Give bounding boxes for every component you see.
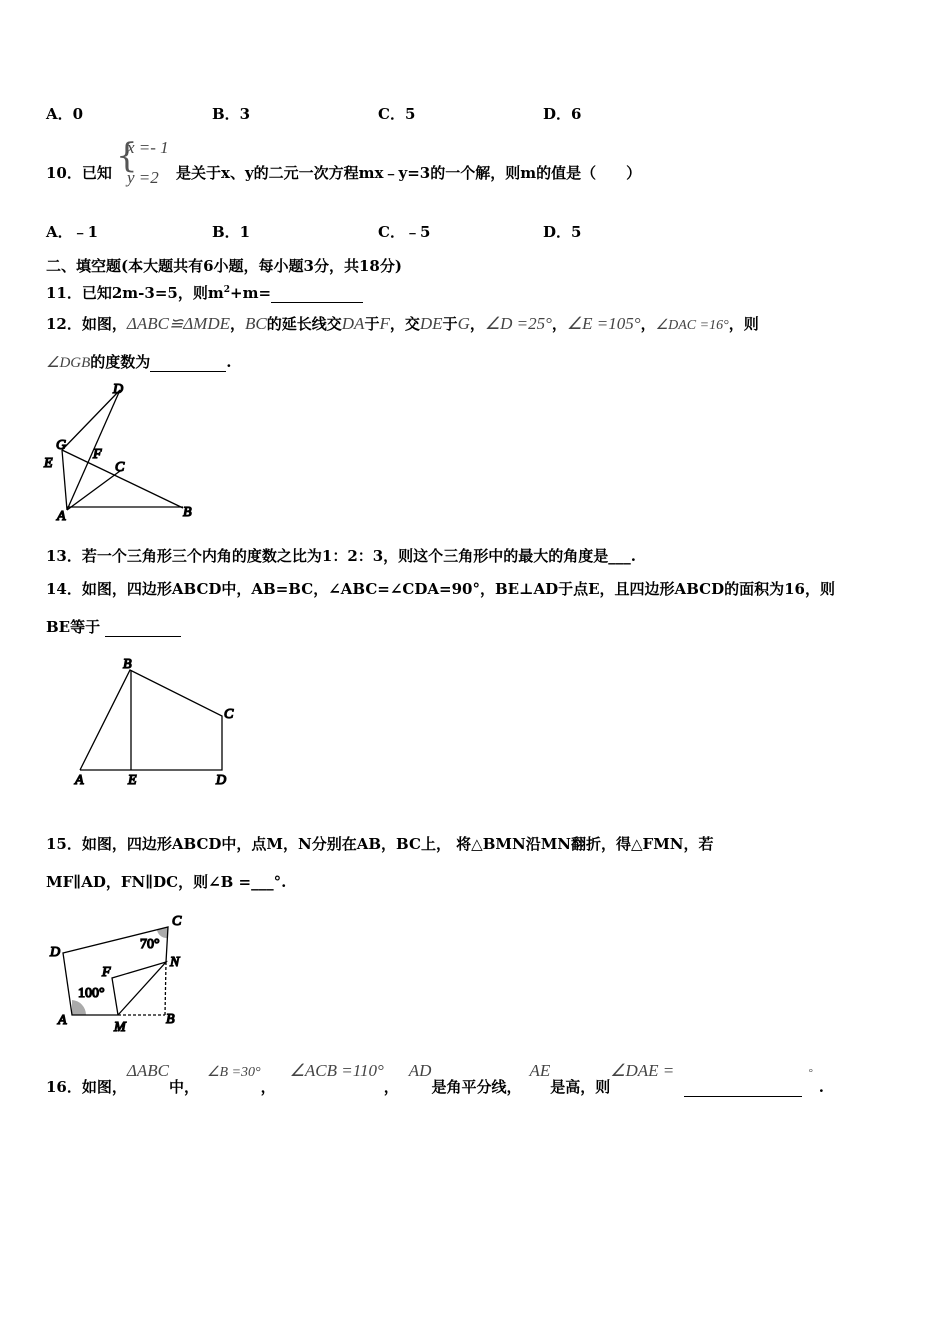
fig15-label-n: N — [170, 955, 180, 970]
q16-math: ΔABC — [126, 1061, 169, 1080]
q10-option-b: B．1 — [212, 223, 251, 241]
q16-degree: ° — [808, 1067, 813, 1079]
q16-text: ， — [383, 1078, 399, 1096]
q14-line2 — [46, 616, 181, 637]
fig12-label-b: B — [183, 505, 192, 520]
fig14-label-d: D — [216, 773, 227, 788]
fig12-label-g: G — [56, 438, 67, 453]
q16-text: 是角平分线， — [431, 1078, 522, 1096]
q10-brace: { — [116, 136, 138, 176]
q12-math: DA — [341, 314, 365, 333]
fig12-label-c: C — [115, 460, 125, 475]
q12-math: G — [457, 314, 470, 333]
q12-text: ，则 — [728, 315, 759, 333]
q14-blank — [105, 618, 181, 637]
q12-text: 12．如图， — [46, 315, 127, 333]
fig14-label-c: C — [224, 707, 234, 722]
q12-math: DE — [419, 314, 443, 333]
q10-text: 是关于x、y的二元一次方程mx﹣y=3的一个解，则m的值是（ ） — [176, 164, 642, 182]
q10-option-d: D．5 — [543, 223, 582, 241]
q12-text: 于 — [442, 315, 458, 333]
q16-blank — [684, 1078, 802, 1097]
section-heading: 二、填空题(本大题共有6小题，每小题3分，共18分) — [46, 257, 402, 275]
q12-text: ， — [640, 315, 656, 333]
q16-text: 中， — [168, 1078, 199, 1096]
q12-text: ， — [230, 315, 246, 333]
fig15-label-b: B — [166, 1012, 175, 1027]
q16-math: AD — [408, 1061, 432, 1080]
q12-text: . — [226, 353, 232, 371]
fig12-label-f: F — [93, 447, 102, 462]
figure-q14 — [74, 657, 234, 788]
q12-math: ∠E =105° — [566, 314, 641, 333]
q12-math: ∠DAC =16° — [655, 318, 729, 333]
fig12-label-a: A — [57, 509, 66, 524]
q10-option-c: C．﹣5 — [378, 223, 431, 241]
q14-line1: 14．如图，四边形ABCD中，AB=BC，∠ABC=∠CDA=90°，BE⊥AD于点E，且四边形ABCD的面积为16，则 — [46, 580, 835, 598]
q10-option-a: A．﹣1 — [46, 223, 99, 241]
q16-text: . — [818, 1078, 824, 1096]
fig12-label-e: E — [44, 456, 53, 471]
q16-math: ∠ACB =110° — [289, 1061, 384, 1080]
q11-text: 11．已知2m-3=5，则m — [46, 284, 224, 302]
q9-option-c: C．5 — [378, 105, 416, 123]
q12-math: ∠DGB — [46, 355, 91, 371]
q10-eq2: y =2 — [127, 168, 159, 187]
q10-eq1: x =- 1 — [127, 138, 169, 157]
q12-math: ∠D =25° — [484, 314, 552, 333]
fig14-label-e: E — [128, 773, 137, 788]
q14-text: BE等于 — [46, 618, 101, 636]
q16-text: 16．如图， — [46, 1078, 127, 1096]
q12-text: 于 — [364, 315, 380, 333]
fig12-label-d: D — [113, 382, 124, 397]
q12-math: BC — [245, 314, 267, 333]
q9-option-a: A．0 — [46, 105, 84, 123]
fig15-angle-c: 70° — [140, 937, 160, 952]
q13: 13．若一个三角形三个内角的度数之比为1：2：3，则这个三角形中的最大的角度是___. — [46, 547, 636, 565]
q9-option-b: B．3 — [212, 105, 251, 123]
q12-math: F — [379, 314, 390, 333]
fig15-label-a: A — [58, 1013, 67, 1028]
q15-line1: 15．如图，四边形ABCD中，点M，N分别在AB，BC上， 将△BMN沿MN翻折，得△FMN，若 — [46, 835, 714, 853]
q12-text: 的延长线交 — [266, 315, 342, 333]
q16-text: ， — [260, 1078, 276, 1096]
q16-math: ∠B =30° — [206, 1065, 261, 1080]
q12-text: ，交 — [389, 315, 420, 333]
q16-text: 是高，则 — [550, 1078, 611, 1096]
q16-math: ∠DAE = — [610, 1061, 675, 1080]
fig14-label-b: B — [123, 657, 132, 672]
figure-q15 — [49, 914, 182, 1035]
q12-math: ΔABC≌ΔMDE — [126, 314, 231, 333]
fig15-label-c: C — [172, 914, 182, 929]
fig15-label-f: F — [102, 965, 111, 980]
fig15-label-m: M — [114, 1020, 126, 1035]
q10-number: 10．已知 — [46, 164, 112, 182]
fig14-label-a: A — [75, 773, 84, 788]
q12-text: ， — [551, 315, 567, 333]
q15-line2: MF∥AD，FN∥DC，则∠B =___°. — [46, 873, 287, 891]
q11-sup: 2 — [223, 285, 230, 295]
q12-text: ， — [469, 315, 485, 333]
fig15-angle-a: 100° — [78, 986, 105, 1001]
figure-q12 — [43, 382, 192, 524]
q12-text: 的度数为 — [90, 353, 151, 371]
fig15-label-d: D — [50, 945, 61, 960]
q9-option-d: D．6 — [543, 105, 582, 123]
q16 — [46, 1060, 824, 1096]
q11-tail: +m= — [230, 284, 272, 302]
q16-math: AE — [529, 1061, 551, 1080]
